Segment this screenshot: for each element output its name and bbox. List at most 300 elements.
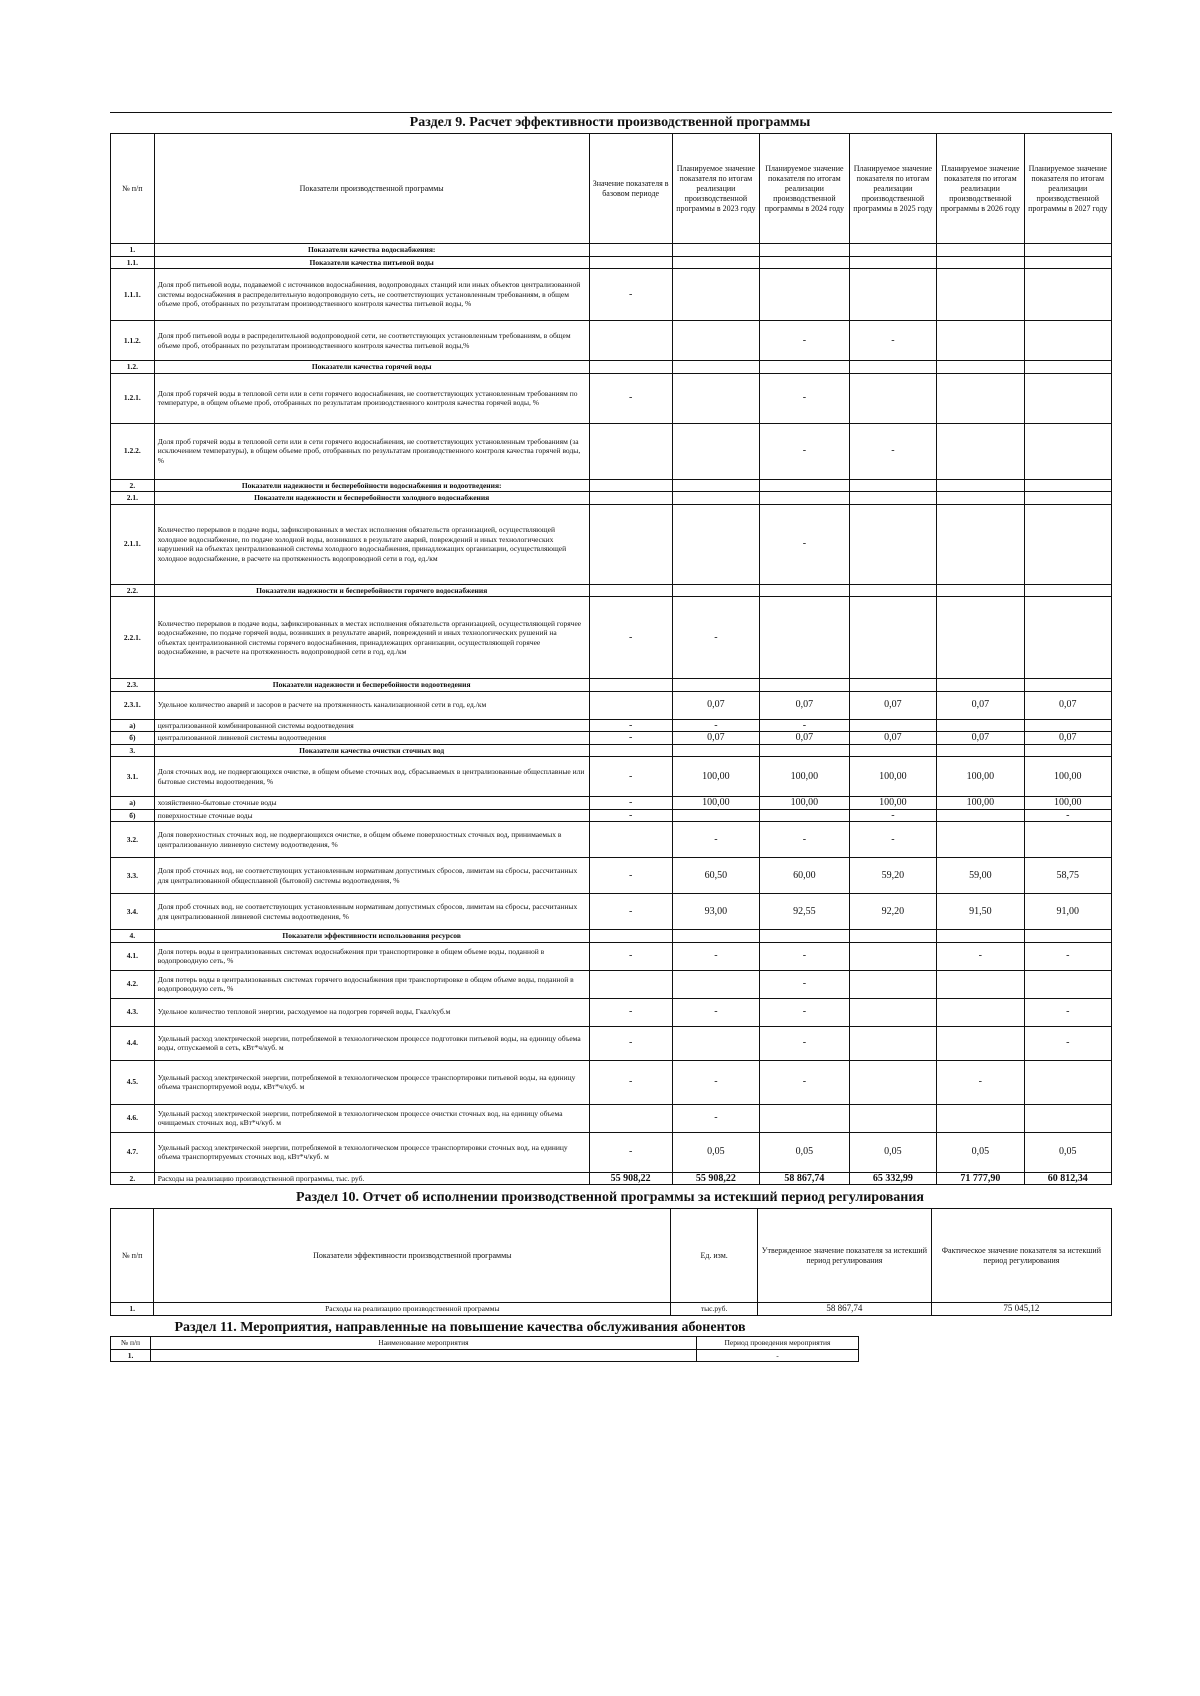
value-2025	[849, 584, 936, 597]
row-number: 4.	[111, 930, 155, 943]
report-col-unit: Ед. изм.	[671, 1209, 758, 1303]
value-2026: -	[937, 1060, 1024, 1104]
value-2024	[760, 679, 850, 692]
report-col-num: № п/п	[111, 1209, 154, 1303]
value-2024	[760, 479, 850, 492]
value-2026	[937, 809, 1024, 822]
table-row	[111, 1060, 1112, 1104]
value-2025	[849, 361, 936, 374]
value-2027	[1024, 930, 1111, 943]
row-number: 1.2.1.	[111, 373, 155, 423]
measures-table	[110, 1336, 859, 1362]
value-2025	[849, 1026, 936, 1060]
table-row	[111, 256, 1112, 269]
value-2026: -	[937, 942, 1024, 970]
base-value	[589, 321, 672, 361]
value-2026	[937, 373, 1024, 423]
value-2023	[672, 970, 759, 998]
group-heading: Показатели качества питьевой воды	[154, 256, 589, 269]
row-number: 1.1.	[111, 256, 155, 269]
value-2027	[1024, 970, 1111, 998]
row-number: 1.2.	[111, 361, 155, 374]
row-indicator: Удельное количество аварий и засоров в расчете на протяженность канализационной сети в год, ед./км	[154, 691, 589, 719]
table-row	[111, 942, 1112, 970]
value-2023	[672, 679, 759, 692]
row-number: 2.2.1.	[111, 597, 155, 679]
value-2027	[1024, 504, 1111, 584]
value-2026	[937, 361, 1024, 374]
row-indicator: Доля проб горячей воды в тепловой сети или в сети горячего водоснабжения, не соответствующих установленным требованиям по температуре, в общем объеме проб, отобранных по результатам производственного контроля качества горячей воды, %	[154, 373, 589, 423]
table-row	[111, 1104, 1112, 1132]
group-heading: Показатели качества водоснабжения:	[154, 244, 589, 257]
value-2026	[937, 597, 1024, 679]
value-2023	[672, 930, 759, 943]
value-2023	[672, 809, 759, 822]
base-value: -	[589, 757, 672, 797]
group-heading: Показатели качества очистки сточных вод	[154, 744, 589, 757]
group-heading: Показатели надежности и бесперебойности водоотведения	[154, 679, 589, 692]
row-number: 1.1.2.	[111, 321, 155, 361]
value-2023: 0,07	[672, 732, 759, 745]
value-2027	[1024, 373, 1111, 423]
row-indicator: Доля проб питьевой воды, подаваемой с источников водоснабжения, водопроводных станций или иных объектов централизованной системы водоснабжения в распределительную водопроводную сеть, не соответствующих установленным требованиям, в общем объеме проб, отобранных по результатам производственного контроля качества питьевой воды, %	[154, 269, 589, 321]
value-2026	[937, 719, 1024, 732]
value-2027	[1024, 597, 1111, 679]
value-2026	[937, 970, 1024, 998]
measures-header-row	[111, 1337, 859, 1350]
row-indicator: Доля проб сточных вод, не соответствующих установленным нормативам допустимых сбросов, лимитам на сбросы, рассчитанных для централизованной ливневой системы водоотведения, %	[154, 894, 589, 930]
report-col-actual: Фактическое значение показателя за истекший период регулирования	[931, 1209, 1111, 1303]
value-2024	[760, 597, 850, 679]
value-2023	[672, 256, 759, 269]
value-2027	[1024, 679, 1111, 692]
base-value: -	[589, 373, 672, 423]
efficiency-table-body	[111, 244, 1112, 1185]
value-2023	[672, 492, 759, 505]
value-2027	[1024, 361, 1111, 374]
value-2025	[849, 244, 936, 257]
value-2024: -	[760, 719, 850, 732]
section-11-title: Раздел 11. Мероприятия, направленные на повышение качества обслуживания абонентов	[174, 1320, 746, 1335]
table-row	[111, 691, 1112, 719]
value-2024: 0,05	[760, 1132, 850, 1172]
table-row	[111, 1132, 1112, 1172]
base-value: -	[589, 998, 672, 1026]
value-2023	[672, 423, 759, 479]
table-row	[111, 797, 1112, 810]
row-number: 1.	[111, 244, 155, 257]
report-table	[110, 1208, 1112, 1316]
value-2023	[672, 373, 759, 423]
row-number: а)	[111, 797, 155, 810]
table-row	[111, 732, 1112, 745]
value-2024	[760, 809, 850, 822]
value-2025	[849, 504, 936, 584]
value-2024: 0,07	[760, 732, 850, 745]
table-row	[111, 269, 1112, 321]
value-2024	[760, 584, 850, 597]
base-value	[589, 691, 672, 719]
row-number: б)	[111, 732, 155, 745]
value-2024: 0,07	[760, 691, 850, 719]
row-indicator: централизованной ливневой системы водоотведения	[154, 732, 589, 745]
col-header-2026: Планируемое значение показателя по итогам реализации производственной программы в 2026 году	[937, 134, 1024, 244]
value-2024	[760, 256, 850, 269]
value-2026: 59,00	[937, 858, 1024, 894]
base-value: -	[589, 269, 672, 321]
value-2026: 91,50	[937, 894, 1024, 930]
table-row	[111, 423, 1112, 479]
value-2026	[937, 998, 1024, 1026]
base-value: -	[589, 797, 672, 810]
value-2025	[849, 998, 936, 1026]
value-2024: 100,00	[760, 757, 850, 797]
report-col-indicator: Показатели эффективности производственной программы	[154, 1209, 671, 1303]
value-2025	[849, 479, 936, 492]
row-number: 3.4.	[111, 894, 155, 930]
value-2023	[672, 269, 759, 321]
value-2024: 92,55	[760, 894, 850, 930]
report-row-num: 1.	[111, 1303, 154, 1316]
value-2023: -	[672, 822, 759, 858]
value-2027: -	[1024, 809, 1111, 822]
value-2023: -	[672, 719, 759, 732]
value-2023: -	[672, 597, 759, 679]
value-2026: 0,07	[937, 732, 1024, 745]
value-2026	[937, 744, 1024, 757]
value-2025: -	[849, 809, 936, 822]
col-header-2025: Планируемое значение показателя по итогам реализации производственной программы в 2025 году	[849, 134, 936, 244]
value-2023	[672, 744, 759, 757]
row-number: 2.2.	[111, 584, 155, 597]
row-indicator: централизованной комбинированной системы водоотведения	[154, 719, 589, 732]
value-2027	[1024, 719, 1111, 732]
col-header-indicator: Показатели производственной программы	[154, 134, 589, 244]
value-2026	[937, 930, 1024, 943]
base-value: -	[589, 719, 672, 732]
base-value	[589, 584, 672, 597]
row-indicator: Доля сточных вод, не подвергающихся очистке, в общем объеме сточных вод, сбрасываемых в централизованные общесплавные или бытовые системы водоотведения, %	[154, 757, 589, 797]
value-2025	[849, 256, 936, 269]
table-row	[111, 361, 1112, 374]
table-row	[111, 998, 1112, 1026]
row-indicator: Доля потерь воды в централизованных системах горячего водоснабжения при транспортировке в общем объеме воды, поданной в водопроводную сеть, %	[154, 970, 589, 998]
value-2025	[849, 597, 936, 679]
value-2026	[937, 479, 1024, 492]
base-value	[589, 492, 672, 505]
value-2026	[937, 244, 1024, 257]
value-2025	[849, 679, 936, 692]
group-heading: Показатели эффективности использования ресурсов	[154, 930, 589, 943]
row-indicator: поверхностные сточные воды	[154, 809, 589, 822]
value-2024	[760, 492, 850, 505]
base-value: -	[589, 942, 672, 970]
base-value	[589, 744, 672, 757]
row-indicator: Удельный расход электрической энергии, потребляемой в технологическом процессе транспортировки питьевой воды, на единицу объема транспортируемой воды, кВт*ч/куб. м	[154, 1060, 589, 1104]
col-header-num: № п/п	[111, 134, 155, 244]
table-row	[111, 679, 1112, 692]
value-2027	[1024, 744, 1111, 757]
group-heading: Показатели надежности и бесперебойности водоснабжения и водоотведения:	[154, 479, 589, 492]
value-2025	[849, 942, 936, 970]
value-2027: 0,07	[1024, 732, 1111, 745]
value-2025	[849, 269, 936, 321]
col-header-2024: Планируемое значение показателя по итогам реализации производственной программы в 2024 году	[760, 134, 850, 244]
base-value	[589, 479, 672, 492]
table-row	[111, 719, 1112, 732]
base-value: -	[589, 597, 672, 679]
table-row	[111, 970, 1112, 998]
row-number: 2.3.	[111, 679, 155, 692]
table-row	[111, 1026, 1112, 1060]
value-2025: -	[849, 321, 936, 361]
value-2026	[937, 423, 1024, 479]
value-2026	[937, 1104, 1024, 1132]
value-2025: -	[849, 822, 936, 858]
base-value	[589, 504, 672, 584]
row-indicator: Удельный расход электрической энергии, потребляемой в технологическом процессе транспортировки сточных вод, на единицу объема транспортируемых сточных вод, кВт*ч/куб. м	[154, 1132, 589, 1172]
row-indicator: хозяйственно-бытовые сточные воды	[154, 797, 589, 810]
row-number: 2.	[111, 479, 155, 492]
report-row-unit: тыс.руб.	[671, 1303, 758, 1316]
row-indicator: Доля проб питьевой воды в распределительной водопроводной сети, не соответствующих установленным требованиям, в общем объеме проб, отобранных по результатам производственного контроля качества питьевой воды,%	[154, 321, 589, 361]
value-2025: 59,20	[849, 858, 936, 894]
row-number: 4.1.	[111, 942, 155, 970]
value-2024: -	[760, 998, 850, 1026]
row-number: а)	[111, 719, 155, 732]
report-row-indicator: Расходы на реализацию производственной программы	[154, 1303, 671, 1316]
value-2025	[849, 970, 936, 998]
base-value: -	[589, 894, 672, 930]
col-header-base: Значение показателя в базовом периоде	[589, 134, 672, 244]
value-2023: 55 908,22	[672, 1172, 759, 1185]
group-heading: Показатели качества горячей воды	[154, 361, 589, 374]
value-2023	[672, 504, 759, 584]
col-header-2023: Планируемое значение показателя по итогам реализации производственной программы в 2023 году	[672, 134, 759, 244]
measures-row-name	[151, 1349, 697, 1362]
value-2024: -	[760, 822, 850, 858]
row-number: 3.1.	[111, 757, 155, 797]
row-number: 1.1.1.	[111, 269, 155, 321]
value-2023: 0,05	[672, 1132, 759, 1172]
value-2026: 100,00	[937, 757, 1024, 797]
base-value	[589, 244, 672, 257]
table-header-row	[111, 134, 1112, 244]
value-2027	[1024, 244, 1111, 257]
table-row	[111, 504, 1112, 584]
table-row	[111, 822, 1112, 858]
value-2026	[937, 492, 1024, 505]
value-2024: 60,00	[760, 858, 850, 894]
base-value: -	[589, 809, 672, 822]
table-row	[111, 321, 1112, 361]
value-2024	[760, 744, 850, 757]
value-2024: -	[760, 423, 850, 479]
value-2023	[672, 479, 759, 492]
base-value: -	[589, 732, 672, 745]
base-value	[589, 256, 672, 269]
row-indicator: Количество перерывов в подаче воды, зафиксированных в местах исполнения обязательств организацией, осуществляющей горячее водоснабжение, по подаче горячей воды, возникших в результате аварий, повреждений и иных технологических рушений на объектах централизованной системы горячего водоснабжения, принадлежащих организации, осуществляющей горячее водоснабжение, в расчете на протяженность водопроводной сети в год, ед./км	[154, 597, 589, 679]
group-heading: Показатели надежности и бесперебойности холодного водоснабжения	[154, 492, 589, 505]
row-number: 3.	[111, 744, 155, 757]
value-2025: 100,00	[849, 797, 936, 810]
value-2023: -	[672, 1104, 759, 1132]
value-2026	[937, 1026, 1024, 1060]
value-2027: 58,75	[1024, 858, 1111, 894]
table-row	[111, 894, 1112, 930]
value-2024: 58 867,74	[760, 1172, 850, 1185]
row-number: 2.3.1.	[111, 691, 155, 719]
row-number: б)	[111, 809, 155, 822]
measures-col-name: Наименование мероприятия	[151, 1337, 697, 1350]
value-2023: -	[672, 998, 759, 1026]
value-2025: -	[849, 423, 936, 479]
measures-col-period: Период проведения мероприятия	[697, 1337, 859, 1350]
value-2025	[849, 1104, 936, 1132]
section-10-title: Раздел 10. Отчет об исполнении производственной программы за истекший период регулирования	[295, 1190, 925, 1205]
value-2025: 100,00	[849, 757, 936, 797]
table-row	[111, 584, 1112, 597]
base-value: -	[589, 858, 672, 894]
row-indicator: Расходы на реализацию производственной программы, тыс. руб.	[154, 1172, 589, 1185]
value-2026	[937, 584, 1024, 597]
row-indicator: Доля поверхностных сточных вод, не подвергающихся очистке, в общем объеме поверхностных сточных вод, принимаемых в централизованную ливневую систему водоотведения, %	[154, 822, 589, 858]
row-number: 1.2.2.	[111, 423, 155, 479]
value-2027: -	[1024, 998, 1111, 1026]
report-row-actual: 75 045,12	[931, 1303, 1111, 1316]
efficiency-table	[110, 133, 1112, 1185]
base-value	[589, 1104, 672, 1132]
table-row	[111, 597, 1112, 679]
value-2024: -	[760, 321, 850, 361]
value-2023	[672, 584, 759, 597]
row-indicator: Количество перерывов в подаче воды, зафиксированных в местах исполнения обязательств организацией, осуществляющей холодное водоснабжение, по подаче холодной воды, возникших в результате аварий, повреждений и иных технологических нарушений на объектах централизованной системы холодного водоснабжения, принадлежащих организации, осуществляющей холодное водоснабжение, в расчете на протяженность водопроводной сети в год, ед./км	[154, 504, 589, 584]
base-value	[589, 822, 672, 858]
row-number: 3.3.	[111, 858, 155, 894]
value-2027	[1024, 256, 1111, 269]
value-2025: 0,07	[849, 732, 936, 745]
base-value	[589, 679, 672, 692]
value-2026	[937, 321, 1024, 361]
table-row	[111, 1172, 1112, 1185]
row-indicator: Доля проб горячей воды в тепловой сети или в сети горячего водоснабжения, не соответствующих установленным требованиям (за исключением температуры), в общем объеме проб, отобранных по результатам производственного контроля качества горячей воды, %	[154, 423, 589, 479]
base-value: -	[589, 1060, 672, 1104]
value-2023: 100,00	[672, 797, 759, 810]
table-row	[111, 492, 1112, 505]
value-2026: 0,07	[937, 691, 1024, 719]
row-number: 4.5.	[111, 1060, 155, 1104]
value-2027: -	[1024, 1026, 1111, 1060]
value-2023: 0,07	[672, 691, 759, 719]
base-value	[589, 423, 672, 479]
value-2026: 71 777,90	[937, 1172, 1024, 1185]
value-2024: -	[760, 1026, 850, 1060]
table-row	[111, 930, 1112, 943]
table-row	[111, 809, 1112, 822]
base-value: -	[589, 1026, 672, 1060]
value-2027: 91,00	[1024, 894, 1111, 930]
base-value: -	[589, 1132, 672, 1172]
value-2026	[937, 504, 1024, 584]
table-row	[111, 373, 1112, 423]
table-row	[111, 1303, 1112, 1316]
value-2023: -	[672, 942, 759, 970]
value-2024: -	[760, 504, 850, 584]
value-2023: 60,50	[672, 858, 759, 894]
value-2027: 60 812,34	[1024, 1172, 1111, 1185]
value-2026	[937, 256, 1024, 269]
value-2027	[1024, 584, 1111, 597]
value-2027	[1024, 1060, 1111, 1104]
table-row	[111, 1349, 859, 1362]
measures-row-num: 1.	[111, 1349, 151, 1362]
row-number: 4.6.	[111, 1104, 155, 1132]
value-2023	[672, 1026, 759, 1060]
row-indicator: Удельный расход электрической энергии, потребляемой в технологическом процессе подготовки питьевой воды, на единицу объема воды, отпускаемой в сеть, кВт*ч/куб. м	[154, 1026, 589, 1060]
row-number: 4.3.	[111, 998, 155, 1026]
report-row-approved: 58 867,74	[758, 1303, 932, 1316]
value-2026	[937, 269, 1024, 321]
value-2027: 100,00	[1024, 757, 1111, 797]
value-2024	[760, 269, 850, 321]
base-value	[589, 970, 672, 998]
base-value: 55 908,22	[589, 1172, 672, 1185]
value-2025	[849, 373, 936, 423]
row-number: 4.4.	[111, 1026, 155, 1060]
value-2023: 100,00	[672, 757, 759, 797]
report-col-approved: Утвержденное значение показателя за истекший период регулирования	[758, 1209, 932, 1303]
value-2023: 93,00	[672, 894, 759, 930]
top-rule	[110, 112, 1112, 113]
report-header-row	[111, 1209, 1112, 1303]
measures-row-period: -	[697, 1349, 859, 1362]
section-9-title: Раздел 9. Расчет эффективности производственной программы	[409, 115, 811, 130]
value-2027: 100,00	[1024, 797, 1111, 810]
value-2023	[672, 361, 759, 374]
value-2025	[849, 744, 936, 757]
value-2024	[760, 930, 850, 943]
value-2027	[1024, 269, 1111, 321]
table-row	[111, 858, 1112, 894]
table-row	[111, 479, 1112, 492]
row-number: 2.1.	[111, 492, 155, 505]
value-2025	[849, 930, 936, 943]
value-2025	[849, 492, 936, 505]
value-2023	[672, 244, 759, 257]
value-2027: -	[1024, 942, 1111, 970]
value-2027	[1024, 822, 1111, 858]
value-2026	[937, 822, 1024, 858]
row-number: 4.2.	[111, 970, 155, 998]
measures-col-num: № п/п	[111, 1337, 151, 1350]
row-number: 4.7.	[111, 1132, 155, 1172]
col-header-2027: Планируемое значение показателя по итогам реализации производственной программы в 2027 году	[1024, 134, 1111, 244]
value-2024: 100,00	[760, 797, 850, 810]
row-indicator: Удельный расход электрической энергии, потребляемой в технологическом процессе очистки сточных вод, на единицу объема очищаемых сточных вод, кВт*ч/куб. м	[154, 1104, 589, 1132]
value-2023	[672, 321, 759, 361]
value-2027	[1024, 479, 1111, 492]
row-number: 2.1.1.	[111, 504, 155, 584]
value-2026	[937, 679, 1024, 692]
table-row	[111, 244, 1112, 257]
value-2026: 100,00	[937, 797, 1024, 810]
row-indicator: Доля проб сточных вод, не соответствующих установленным нормативам допустимых сбросов, лимитам на сбросы, рассчитанных для централизованной общесплавной (бытовой) системы водоотведения, %	[154, 858, 589, 894]
value-2027	[1024, 423, 1111, 479]
value-2024	[760, 361, 850, 374]
value-2025: 0,05	[849, 1132, 936, 1172]
row-indicator: Удельное количество тепловой энергии, расходуемое на подогрев горячей воды, Гкал/куб.м	[154, 998, 589, 1026]
value-2025	[849, 1060, 936, 1104]
